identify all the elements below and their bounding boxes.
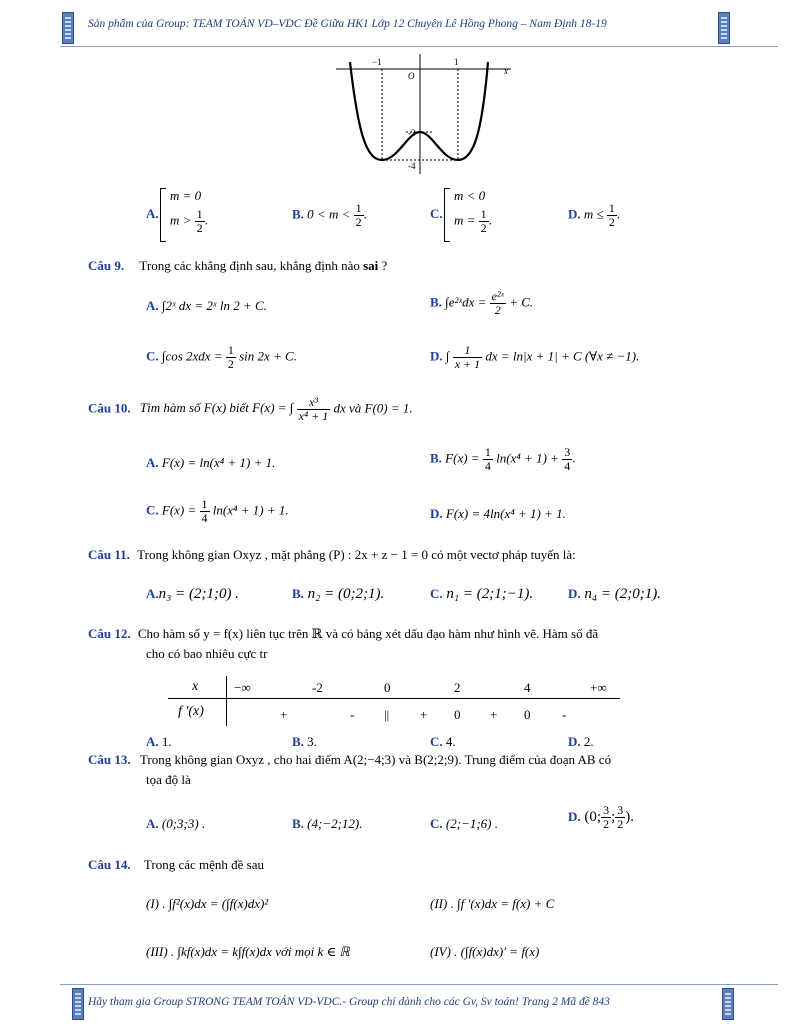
label-m4: -4 — [408, 161, 416, 171]
x-val: 0 — [384, 680, 391, 695]
footer-logo-right — [722, 988, 734, 1020]
label-m3: -3 — [408, 128, 416, 138]
q14-statement-ii: (II) . ∫f ′(x)dx = f(x) + C — [430, 896, 555, 911]
q13-option-d[interactable]: D. (0; $\frac{3}{2}$ ; $\frac{3}{2}$ ). — [568, 803, 634, 831]
x-val: -2 — [312, 680, 323, 695]
q14-statement-iv: (IV) . (∫f(x)dx)′ = f(x) — [430, 944, 540, 959]
sign-val: || — [384, 707, 390, 722]
footer-divider — [60, 984, 778, 985]
q9-option-a[interactable]: A. ∫2ˣ dx = 2ˣ ln 2 + C. — [146, 298, 267, 313]
graph-curve — [350, 62, 488, 160]
q12-option-d[interactable]: D. 2. — [568, 734, 594, 749]
header-logo-right — [718, 12, 730, 44]
sign-table-fprime-head: f '(x) — [178, 704, 204, 719]
sign-val: 0 — [454, 707, 461, 722]
sign-val: 0 — [524, 707, 531, 722]
q11-option-b[interactable]: B. n₂ = (0;2;1). — [292, 586, 385, 602]
q13-stem-line1: Câu 13. Trong không gian Oxyz , cho hai điểm A(2;−4;3) và B(2;2;9). Trung điểm của đoạn AB có — [88, 752, 612, 767]
q11-stem: Câu 11. Trong không gian Oxyz , mặt phẳng (P) : 2x + z − 1 = 0 có một vectơ pháp tuyến là: — [88, 547, 576, 562]
q13-option-c[interactable]: C. (2;−1;6) . — [430, 816, 498, 831]
q11-option-c[interactable]: C. n₁ = (2;1;−1). — [430, 586, 534, 602]
q9-stem: Câu 9. Trong các khẳng định sau, khẳng định nào sai ? — [88, 258, 388, 273]
q12-option-b[interactable]: B. 3. — [292, 734, 317, 749]
sign-val: + — [280, 707, 288, 722]
q12-option-c[interactable]: C. 4. — [430, 734, 456, 749]
x-val: −∞ — [234, 680, 251, 695]
sign-table-x-head: x — [192, 679, 199, 694]
label-x: x — [504, 66, 508, 76]
sign-table-vline — [226, 676, 227, 726]
q10-option-a[interactable]: A. F(x) = ln(x⁴ + 1) + 1. — [146, 455, 276, 470]
sign-val: + — [420, 707, 428, 722]
q8-a-bracket — [160, 188, 166, 242]
q8-option-b[interactable]: B. 0 < m < $\frac{1}{2}$ . — [292, 201, 367, 229]
footer-logo-left — [72, 988, 84, 1020]
sign-val: - — [350, 707, 355, 722]
page-header: Sản phẩm của Group: TEAM TOÁN VD–VDC Đề Giữa HK1 Lớp 12 Chuyên Lê Hồng Phong – Nam Định 18-19 — [88, 18, 607, 30]
q10-option-b[interactable]: B. F(x) = $\frac{1}{4}$ ln(x⁴ + 1) + $\frac{3}{4}$ . — [430, 445, 576, 473]
q12-stem-line1: Câu 12. Cho hàm số y = f(x) liên tục trên ℝ và có bảng xét dấu đạo hàm như hình vẽ. Hàm số đã — [88, 626, 599, 641]
x-val: +∞ — [590, 680, 607, 695]
label-neg1: −1 — [372, 57, 382, 67]
q8-option-d[interactable]: D. m ≤ $\frac{1}{2}$ . — [568, 201, 621, 229]
q11-option-a[interactable]: A.n₃ = (2;1;0) . — [146, 586, 239, 602]
sign-val: - — [562, 707, 567, 722]
q8-c-bracket — [444, 188, 450, 242]
header-logo-left — [62, 12, 74, 44]
label-one: 1 — [454, 57, 459, 67]
q13-option-b[interactable]: B. (4;−2;12). — [292, 816, 363, 831]
q14-statement-i: (I) . ∫f²(x)dx = (∫f(x)dx)² — [146, 896, 269, 911]
q13-option-a[interactable]: A. (0;3;3) . — [146, 816, 206, 831]
function-graph — [336, 52, 516, 177]
q9-option-c[interactable]: C. ∫cos 2xdx = $\frac{1}{2}$ sin 2x + C. — [146, 343, 297, 371]
q12-stem-line2: cho có bao nhiêu cực tr — [146, 646, 268, 661]
q11-option-d[interactable]: D. n₄ = (2;0;1). — [568, 586, 661, 602]
label-origin: O — [408, 71, 415, 81]
sign-table-hline — [168, 698, 620, 699]
page-footer: Hãy tham gia Group STRONG TEAM TOÁN VD-VDC.- Group chỉ dành cho các Gv, Sv toán! Trang 2 Mã đề 843 — [88, 996, 610, 1008]
x-val: 4 — [524, 680, 531, 695]
q9-option-b[interactable]: B. ∫e²ˣdx = $\frac{\text{e²ˣ}}{2}$ + C. — [430, 289, 534, 317]
q10-option-d[interactable]: D. F(x) = 4ln(x⁴ + 1) + 1. — [430, 506, 566, 521]
header-divider — [60, 46, 778, 47]
q9-option-d[interactable]: D. ∫ $\frac{1}{x + 1}$ dx = ln|x + 1| + C (∀x ≠ −1). — [430, 343, 640, 371]
q14-stem: Câu 14. Trong các mệnh đề sau — [88, 857, 264, 872]
q10-stem: Câu 10. Tìm hàm số F(x) biết F(x) = ∫ $\frac{\text{x³}}{\text{x⁴ + 1}}$ dx và F(0) = 1. — [88, 395, 413, 423]
q14-statement-iii: (III) . ∫kf(x)dx = k∫f(x)dx với mọi k ∈ ℝ — [146, 944, 350, 959]
x-val: 2 — [454, 680, 461, 695]
q10-option-c[interactable]: C. F(x) = $\frac{1}{4}$ ln(x⁴ + 1) + 1. — [146, 497, 289, 525]
q13-stem-line2: tọa độ là — [146, 772, 191, 787]
q12-option-a[interactable]: A. 1. — [146, 734, 172, 749]
sign-val: + — [490, 707, 498, 722]
